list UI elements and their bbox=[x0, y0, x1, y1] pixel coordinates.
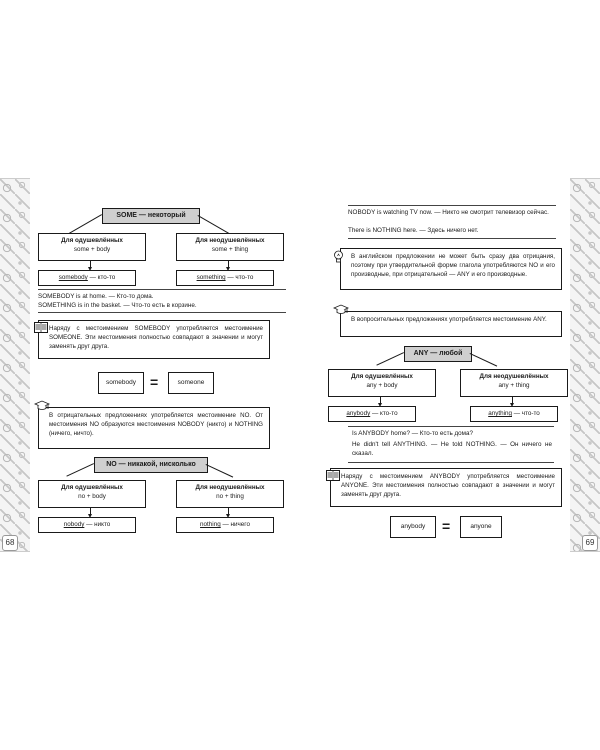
example-sentence: SOMEBODY is at home. — Кто-то дома. bbox=[38, 293, 154, 300]
book-icon bbox=[34, 322, 48, 333]
translation: — что-то bbox=[512, 410, 540, 417]
category-heading: Для одушевлённых bbox=[61, 484, 123, 491]
lightbulb-icon bbox=[333, 250, 344, 264]
equiv-left: anybody bbox=[390, 516, 436, 538]
any-title: ANY — любой bbox=[404, 346, 472, 362]
translation: — никто bbox=[84, 521, 111, 528]
example-sentence: He didn't tell ANYTHING. — He told NOTHING. — Он ничего не сказал. bbox=[352, 441, 552, 457]
equiv-right: someone bbox=[168, 372, 214, 394]
right-page bbox=[300, 178, 570, 550]
divider-line bbox=[38, 289, 286, 290]
equiv-right: anyone bbox=[460, 516, 502, 538]
page-number: 69 bbox=[582, 535, 598, 551]
example-sentence: There is NOTHING here. — Здесь ничего нет. bbox=[348, 227, 479, 234]
some-animate-box bbox=[38, 233, 146, 261]
category-heading: Для одушевлённых bbox=[61, 237, 123, 244]
translation: — кто-то bbox=[87, 274, 116, 281]
connector-line bbox=[205, 464, 233, 478]
note-questions: В вопросительных предложениях употребляется местоимение ANY. bbox=[340, 311, 562, 337]
divider-line bbox=[348, 462, 554, 463]
anybody-result bbox=[328, 406, 416, 422]
example-sentence: SOMETHING is in the basket. — Что-то есть в корзине. bbox=[38, 302, 197, 309]
graduation-cap-icon bbox=[34, 400, 50, 412]
no-inanimate-box bbox=[176, 480, 284, 508]
arrow-down bbox=[228, 260, 229, 268]
divider-line bbox=[348, 238, 556, 239]
translation: — кто-то bbox=[370, 410, 398, 417]
left-doodle-border bbox=[0, 178, 30, 552]
formula: no + thing bbox=[216, 493, 244, 500]
formula: any + body bbox=[366, 382, 398, 389]
translation: — ничего bbox=[220, 521, 250, 528]
translation: — что-то bbox=[225, 274, 254, 281]
any-inanimate-box bbox=[460, 369, 568, 397]
page-number: 68 bbox=[2, 535, 18, 551]
nothing-result bbox=[176, 517, 274, 533]
word: anybody bbox=[346, 410, 371, 417]
equals-sign: = bbox=[442, 518, 451, 534]
word: nobody bbox=[63, 521, 85, 528]
category-heading: Для неодушевлённых bbox=[479, 373, 549, 380]
formula: some + body bbox=[73, 246, 111, 253]
connector-line bbox=[469, 353, 497, 367]
arrow-down bbox=[512, 396, 513, 404]
arrow-down bbox=[380, 396, 381, 404]
connector-line bbox=[376, 352, 404, 366]
graduation-cap-icon bbox=[333, 304, 349, 316]
divider-line bbox=[38, 312, 286, 313]
connector-line bbox=[68, 214, 102, 234]
something-result bbox=[176, 270, 274, 286]
equals-sign: = bbox=[150, 374, 159, 390]
formula: no + body bbox=[78, 493, 106, 500]
divider-line bbox=[348, 205, 556, 206]
category-heading: Для неодушевлённых bbox=[195, 237, 265, 244]
nobody-result bbox=[38, 517, 136, 533]
any-animate-box bbox=[328, 369, 436, 397]
word: anything bbox=[488, 410, 512, 417]
word: nothing bbox=[200, 521, 221, 528]
arrow-down bbox=[90, 260, 91, 268]
word: somebody bbox=[58, 274, 88, 281]
arrow-down bbox=[90, 507, 91, 515]
word: something bbox=[196, 274, 226, 281]
book-icon bbox=[326, 470, 340, 481]
equiv-left: somebody bbox=[98, 372, 144, 394]
some-title: SOME — некоторый bbox=[102, 208, 200, 224]
note-someone: Наряду с местоимением SOMEBODY употребляется местоимение SOMEONE. Эти местоимения полностью совпадают в значении и могут заменять друг друга. bbox=[38, 320, 270, 359]
anything-result bbox=[470, 406, 558, 422]
no-animate-box bbox=[38, 480, 146, 508]
category-heading: Для одушевлённых bbox=[351, 373, 413, 380]
right-doodle-border bbox=[570, 178, 600, 552]
somebody-result bbox=[38, 270, 136, 286]
connector-line bbox=[66, 463, 94, 477]
arrow-down bbox=[228, 507, 229, 515]
category-heading: Для неодушевлённых bbox=[195, 484, 265, 491]
note-negative: В отрицательных предложениях употребляется местоимение NO. От местоимения NO образуются местоимения NOBODY (никто) и NOTHING (ничего, ничто). bbox=[38, 407, 270, 449]
no-title: NO — никакой, нисколько bbox=[94, 457, 208, 473]
note-anyone: Наряду с местоимением ANYBODY употребляется местоимение ANYONE. Эти местоимения полностью совпадают в значении и могут заменять друг друга. bbox=[330, 468, 562, 507]
formula: any + thing bbox=[498, 382, 530, 389]
left-page bbox=[30, 178, 300, 550]
divider-line bbox=[348, 426, 554, 427]
example-sentence: NOBODY is watching TV now. — Никто не смотрит телевизор сейчас. bbox=[348, 209, 549, 216]
note-double-negation: В английском предложении не может быть сразу два отрицания, поэтому при утвердительной форме глагола употребляются NO и его производные, при отрицательной — ANY и его производные. bbox=[340, 248, 562, 290]
example-sentence: Is ANYBODY home? — Кто-то есть дома? bbox=[352, 430, 473, 437]
some-inanimate-box bbox=[176, 233, 284, 261]
formula: some + thing bbox=[211, 246, 249, 253]
